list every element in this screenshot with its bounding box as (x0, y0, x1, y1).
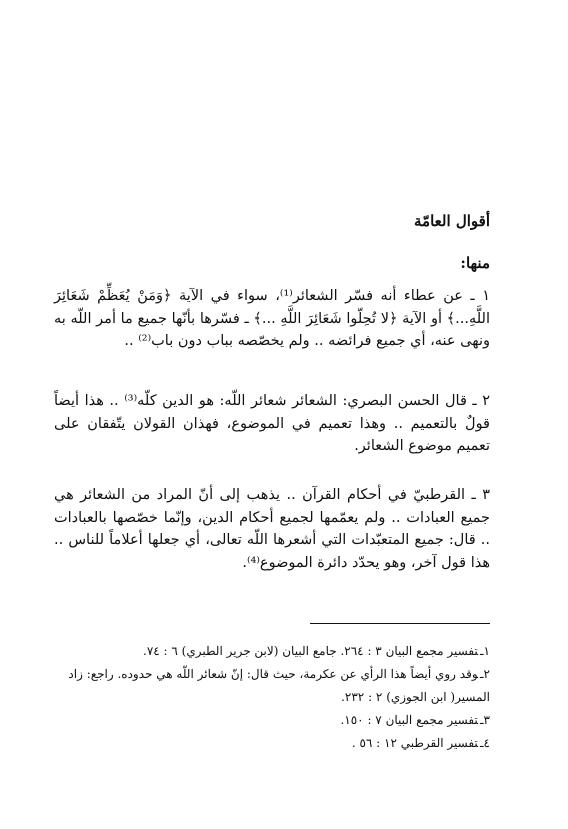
footnote-2 (42, 663, 490, 709)
footnote-text: تفسير القرطبي ١٢ : ٥٦ . (351, 736, 479, 750)
footnote-4 (42, 732, 490, 755)
paragraph-ata: ١ ـ عن عطاء أنه فسّر الشعائر⁽¹⁾، سواء في الآية ﴿وَمَنْ يُعَظِّمْ شَعَائِرَ اللَّهِ...﴾ أو الآية ﴿لا تُحِلّوا شَعَائِرَ اللَّهِ ...﴾ ـ فسّرها بأنّها جميع ما أمر اللّه به ونهى عنه، أي جميع فرائضه .. ولم يخصّصه بباب دون باب⁽²⁾ .. (54, 288, 490, 350)
paragraph-hasan-basri: ٢ ـ قال الحسن البصري: الشعائر شعائر اللّه: هو الدين كلّه⁽³⁾ .. هذا أيضاً قولٌ بالتعميم .. وهذا تعميم في الموضوع، فهذان القولان يتّفقان على تعميم موضوع الشعائر. (54, 393, 491, 455)
footnote-number: ٣ـ (480, 713, 490, 727)
footnote-divider (310, 623, 490, 624)
footnote-number: ١ـ (480, 644, 490, 658)
footnote-number: ٤ـ (480, 736, 490, 750)
section-heading: أقوال العامّة (414, 212, 490, 230)
footnote-text: تفسير مجمع البيان ٣ : ٢٦٤. جامع البيان (لابن جرير الطبري) ٦ : ٧٤. (142, 644, 479, 658)
footnotes (42, 640, 490, 755)
footnote-1 (42, 640, 490, 663)
intro-label: منها: (460, 254, 490, 272)
footnote-text: تفسير مجمع البيان ٧ : ١٥٠. (340, 713, 479, 727)
footnote-number: ٢ـ (480, 667, 490, 681)
footnote-3 (42, 709, 490, 732)
footnote-text: وقد روي أيضاً هذا الرأي عن عكرمة، حيث قال: إنّ شعائر اللّه هي حدوده. راجع: زاد المسير( ابن الجوزي) ٢ : ٢٣٢. (68, 667, 490, 704)
paragraph-qurtubi: ٣ ـ القرطبيّ في أحكام القرآن .. يذهب إلى أنّ المراد من الشعائر هي جميع العبادات .. ولم يعمّمها لجميع أحكام الدين، وإنّما خصّصها بالعبادات .. قال: جميع المتعبّدات التي أشعرها اللّه تعالى، أي جعلها أعلاماً للناس .. هذا قول آخر، وهو يحدّد دائرة الموضوع⁽⁴⁾. (54, 487, 490, 571)
